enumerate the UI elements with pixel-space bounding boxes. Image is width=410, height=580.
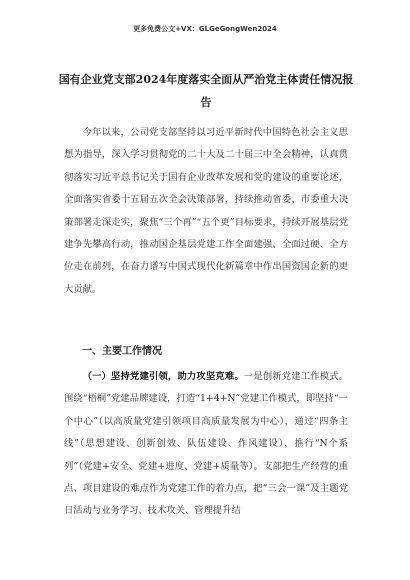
document-title: 国有企业党支部2024年度落实全面从严治党主体责任情况报告 — [58, 73, 354, 109]
paragraph-body: 一是创新党建工作模式。围绕“梧桐”党建品牌建设，打造“1+4+N”党建工作模式，即坚持“一个中心”（以高质量党建引领项目高质量发展为中心），通过“四条主线”（思想建设、创新创效、队伍建设、作风建设），推行“N个系列”（党建+安全、党建+进度、党建+质量等）。支部把生产经营的重点、项目建设的难点作为党建工作的着力点，把“三会一课”及主题党日活动与业务学习、技术攻关、管理提升结 — [64, 371, 348, 517]
paragraph-lead: （一）坚持党建引领，助力攻坚克难。 — [82, 371, 244, 382]
section-heading: 一、主要工作情况 — [82, 346, 162, 357]
header-note: 更多免费公文+VX：GLGeGongWen2024 — [133, 25, 277, 33]
intro-paragraph: 今年以来，公司党支部坚持以习近平新时代中国特色社会主义思想为指导，深入学习贯彻党的二十大及二十届三中全会精神，认真贯彻落实习近平总书记关于国有企业改革发展和党的建设的重要论述，全面落实省委十五届五次全会决策部署，持续推动省委、市委重大决策部署走深走实，聚焦“三个再”“五个更”目标要求，持续开展基层党建争先攀高行动，推动国企基层党建工作全面建强、全面过硬、全方位走在前列，在奋力谱写中国式现代化新篇章中作出国资国企新的更大贡献。 — [64, 127, 348, 295]
section-paragraph — [64, 366, 348, 523]
